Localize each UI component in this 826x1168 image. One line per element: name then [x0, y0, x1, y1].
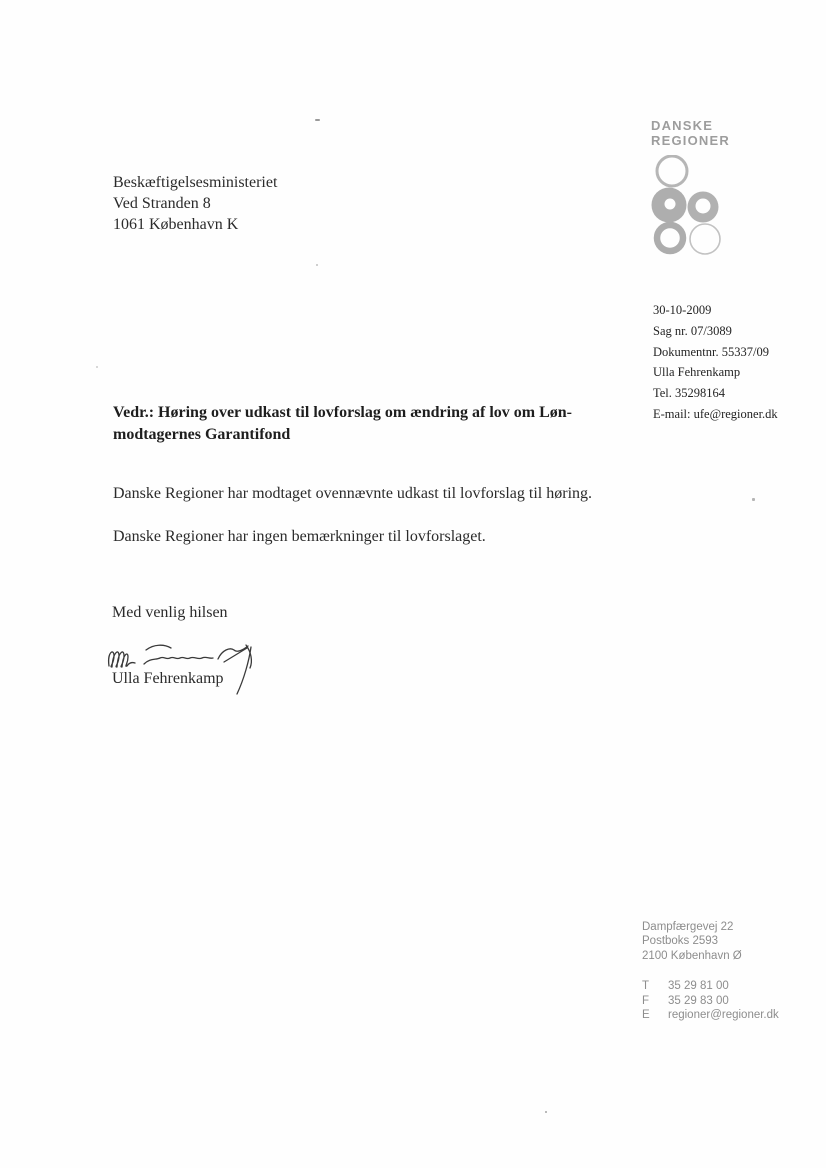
logo-line-1: DANSKE	[651, 118, 714, 133]
footer-phone-value: 35 29 81 00	[668, 980, 729, 992]
footer-email-row	[642, 1008, 779, 1023]
subject-line	[113, 402, 572, 446]
meta-email: E-mail: ufe@regioner.dk	[653, 406, 778, 421]
signer-typed-name: Ulla Fehrenkamp	[112, 670, 224, 687]
logo-line-2: REGIONER	[651, 133, 730, 148]
scan-speck	[316, 264, 318, 266]
scan-speck	[752, 498, 755, 501]
footer-email-label: E	[642, 1009, 650, 1022]
recipient-address	[113, 172, 277, 235]
scan-speck	[96, 366, 98, 368]
footer-phone-row	[642, 979, 779, 994]
body-paragraph-2: Danske Regioner har ingen bemærkninger til lovforslaget.	[113, 528, 486, 545]
recipient-street: Ved Stranden 8	[113, 195, 211, 212]
meta-contact-person: Ulla Fehrenkamp	[653, 365, 741, 380]
recipient-name: Beskæftigelsesministeriet	[113, 174, 278, 191]
body-paragraph-1: Danske Regioner har modtaget ovennævnte udkast til lovforslag til høring.	[113, 485, 593, 502]
footer-fax-value: 35 29 83 00	[668, 994, 729, 1007]
logo-circles-icon	[648, 155, 760, 267]
subject-line-2: modtagernes Garantifond	[113, 426, 291, 443]
scan-speck	[315, 119, 320, 121]
letter-meta	[653, 300, 778, 425]
meta-date: 30-10-2009	[653, 303, 712, 317]
footer-fax-row	[642, 994, 779, 1009]
footer-address	[642, 920, 742, 963]
scan-speck	[545, 1111, 547, 1113]
footer-phone-label: T	[642, 980, 650, 992]
footer-city: 2100 København Ø	[642, 949, 742, 962]
closing-salutation: Med venlig hilsen	[112, 604, 228, 621]
logo-wordmark	[651, 118, 730, 148]
recipient-city: 1061 København K	[113, 216, 239, 233]
handwritten-signature	[106, 637, 258, 697]
footer-fax-label: F	[642, 994, 650, 1007]
meta-case-number: Sag nr. 07/3089	[653, 323, 732, 338]
meta-document-number: Dokumentnr. 55337/09	[653, 344, 769, 359]
subject-line-1: Vedr.: Høring over udkast til lovforslag om ændring af lov om Løn-	[113, 404, 572, 421]
footer-street: Dampfærgevej 22	[642, 921, 734, 933]
meta-phone: Tel. 35298164	[653, 386, 726, 401]
footer-email-value: regioner@regioner.dk	[668, 1009, 779, 1022]
footer-contacts	[642, 979, 779, 1023]
footer-pobox: Postboks 2593	[642, 935, 719, 948]
